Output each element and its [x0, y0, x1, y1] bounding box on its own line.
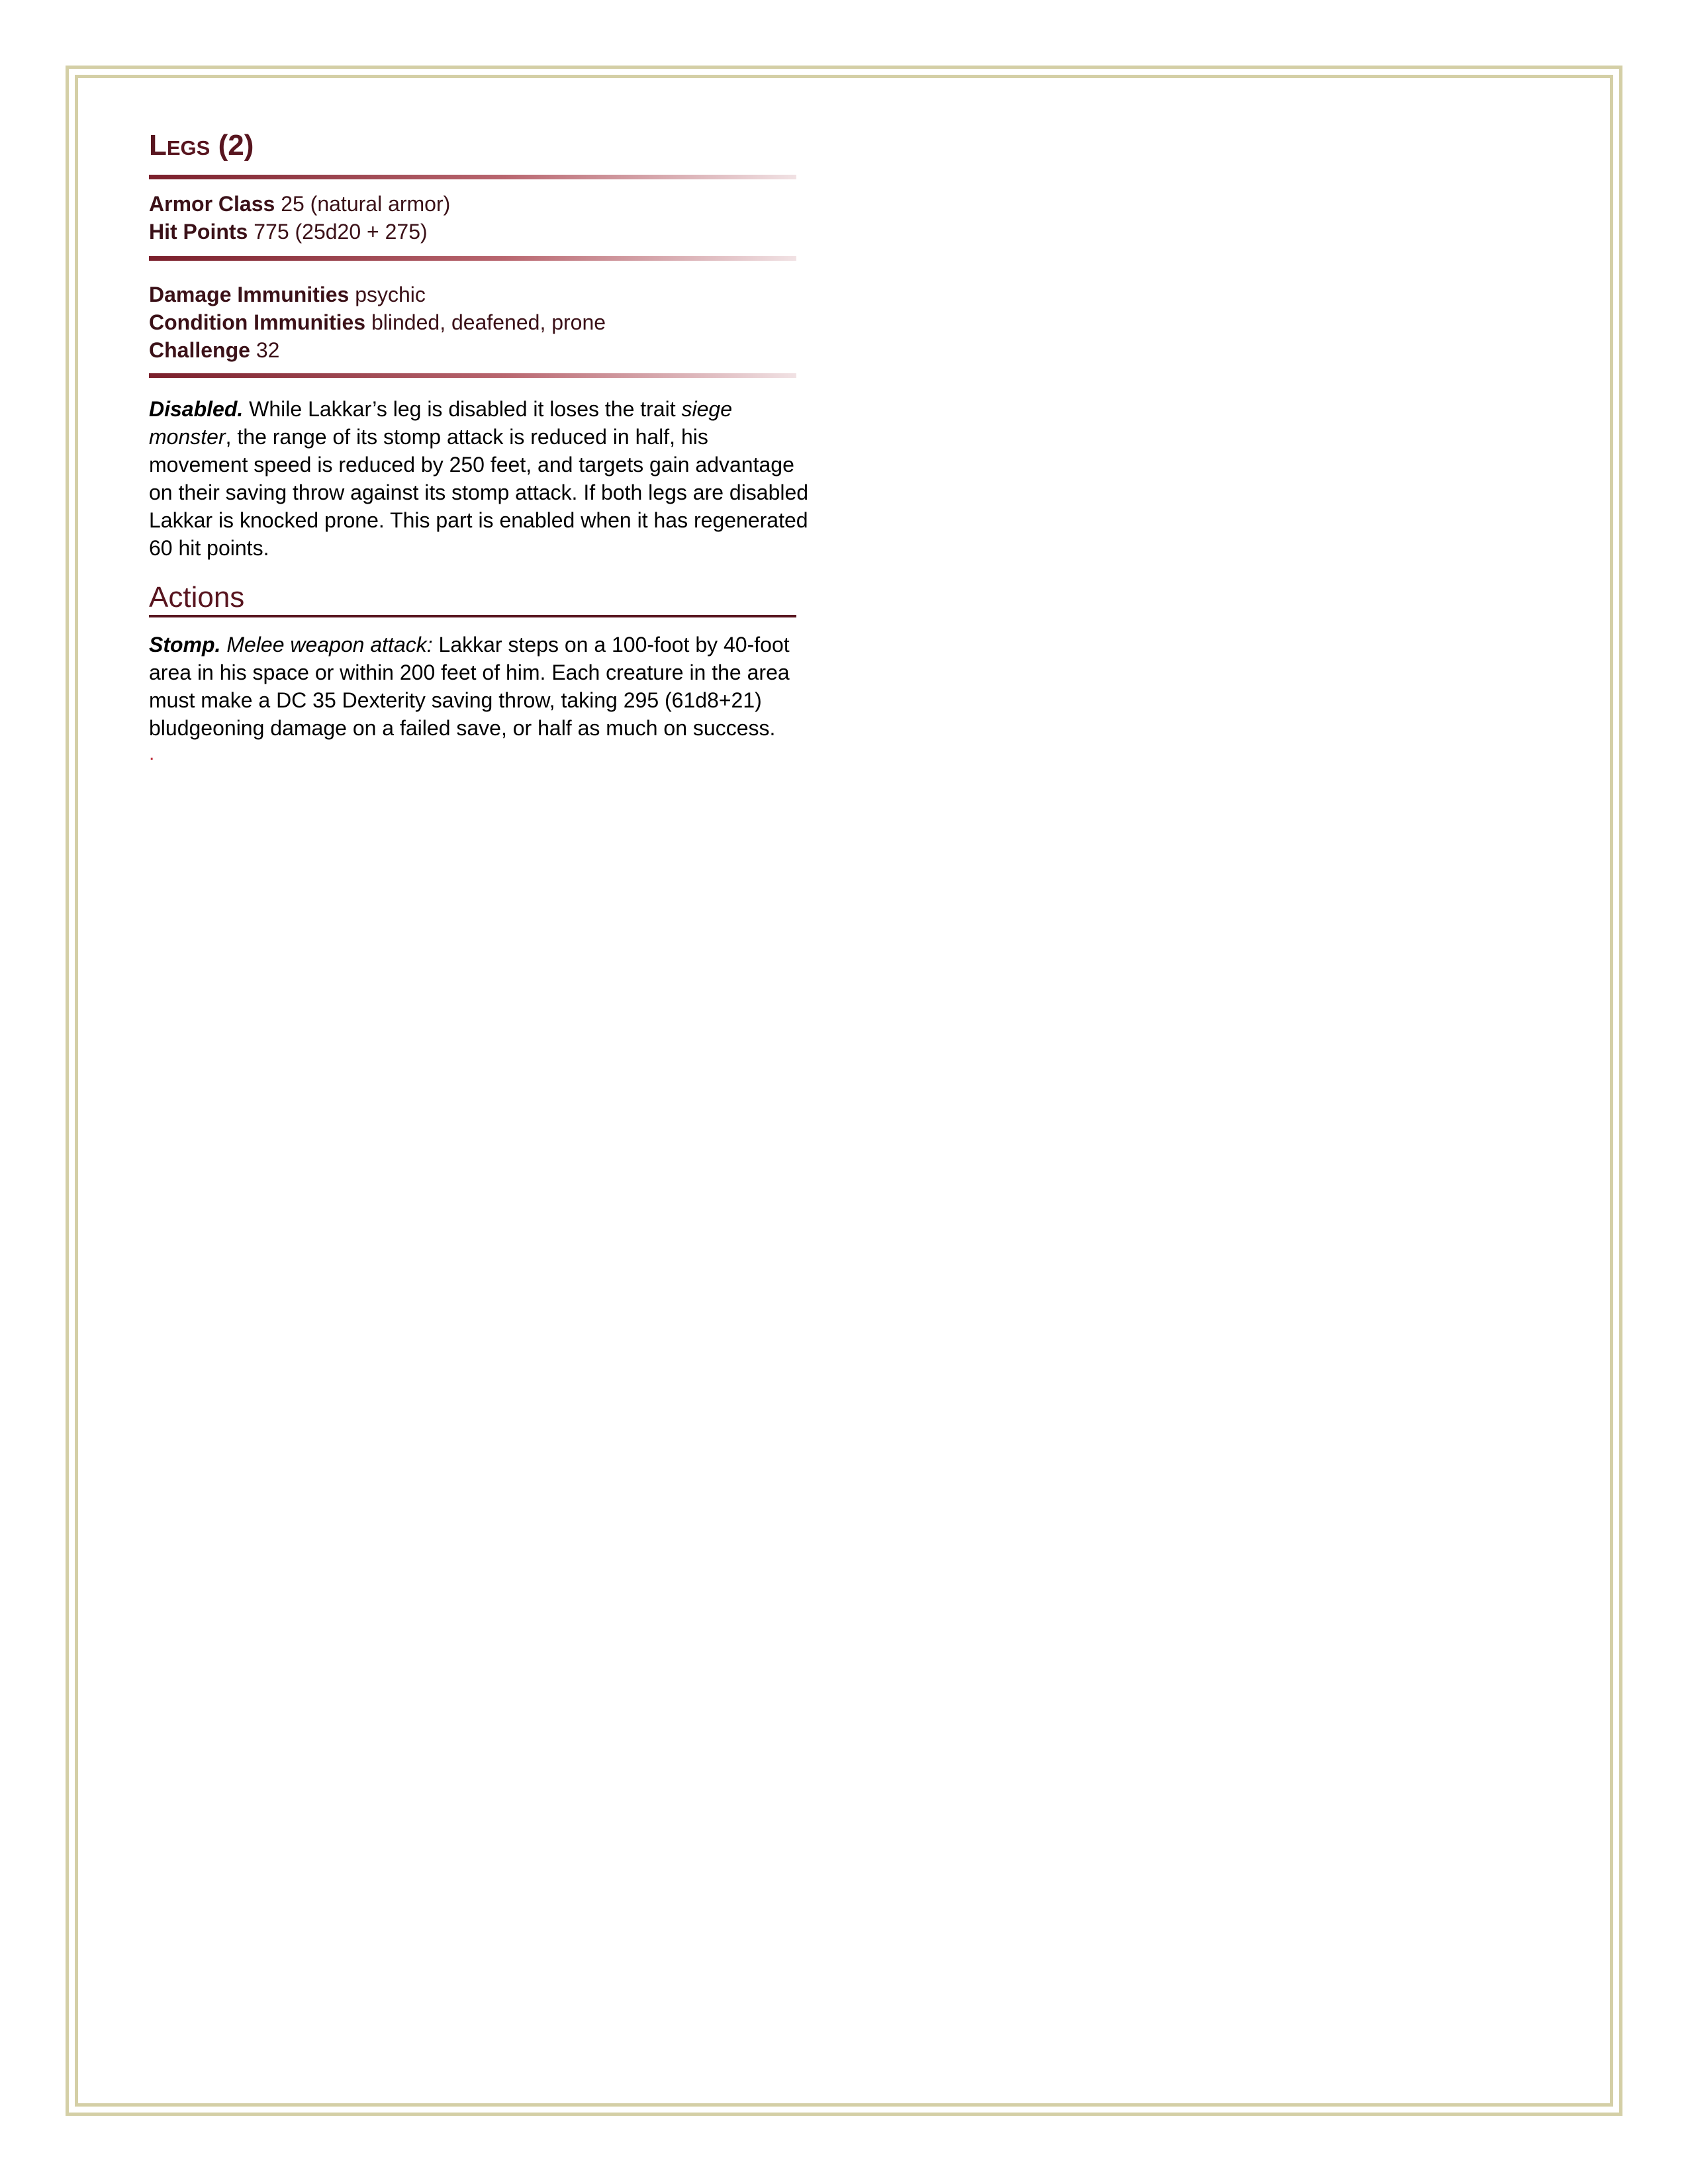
challenge-label: Challenge	[149, 338, 250, 362]
damage-immunities-label: Damage Immunities	[149, 283, 350, 306]
trait-disabled-text-2: , the range of its stomp attack is reduced in half, his movement speed is reduced by 250 feet, and targets gain advantage on their saving throw against its stomp attack. If both legs are disabled Lakkar is knocked prone. This part is enabled when it has regenerated 60 hit points.	[149, 425, 809, 560]
condition-immunities-line	[149, 308, 818, 336]
trait-disabled-text-1: While Lakkar’s leg is disabled it loses the trait	[249, 397, 676, 421]
challenge-line	[149, 336, 818, 364]
armor-class-value: 25 (natural armor)	[281, 192, 451, 216]
title-name: Legs	[149, 129, 211, 161]
condition-immunities-value: blinded, deafened, prone	[371, 310, 606, 334]
section-rule-bottom	[149, 373, 796, 378]
damage-immunities-line	[149, 281, 818, 308]
section-rule-middle	[149, 256, 796, 261]
title-count: (2)	[218, 129, 254, 161]
hit-points-line	[149, 218, 818, 246]
trait-disabled-name: Disabled.	[149, 397, 244, 421]
trait-disabled	[149, 395, 811, 562]
hit-points-label: Hit Points	[149, 220, 248, 244]
action-stomp	[149, 631, 811, 742]
section-rule-top	[149, 175, 796, 179]
condition-immunities-label: Condition Immunities	[149, 310, 366, 334]
stat-block-title	[149, 126, 818, 165]
stat-block	[149, 126, 818, 766]
actions-heading: Actions	[149, 580, 796, 617]
trait-disabled-italic: siege monster	[149, 397, 732, 449]
damage-immunities-value: psychic	[355, 283, 426, 306]
trailing-mark: .	[149, 743, 155, 764]
action-stomp-text: Lakkar steps on a 100-foot by 40-foot area in his space or within 200 feet of him. Each creature in the area must make a DC 35 Dexterity saving throw, taking 295 (61d8+21) bludgeoning damage on a failed save, or half as much on success.	[149, 633, 790, 740]
action-stomp-name: Stomp.	[149, 633, 221, 657]
hit-points-value: 775 (25d20 + 275)	[254, 220, 428, 244]
defense-stats	[149, 190, 818, 246]
armor-class-line	[149, 190, 818, 218]
armor-class-label: Armor Class	[149, 192, 275, 216]
challenge-value: 32	[256, 338, 280, 362]
action-stomp-attack-type: Melee weapon attack:	[226, 633, 433, 657]
immunity-stats	[149, 281, 818, 364]
